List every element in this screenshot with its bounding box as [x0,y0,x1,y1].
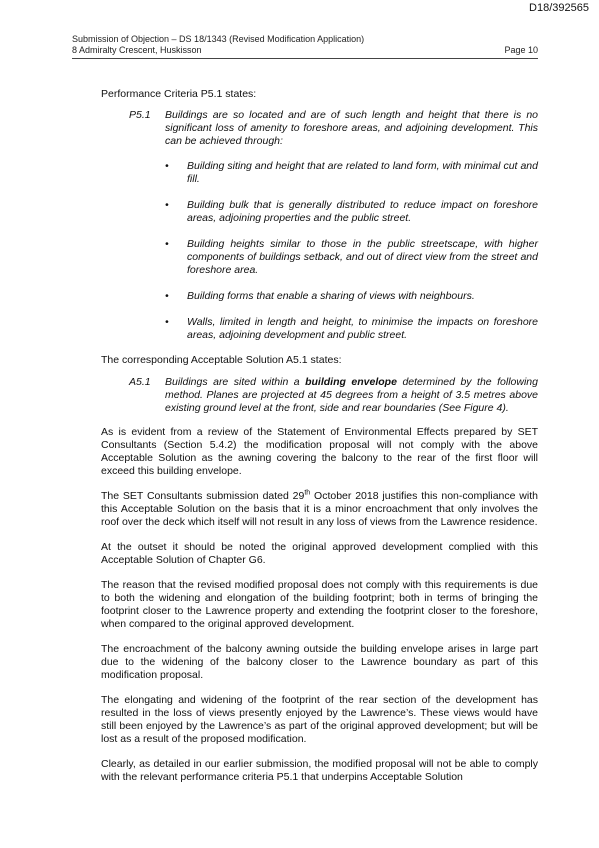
intro-p51: Performance Criteria P5.1 states: [101,88,257,100]
bullet-icon: • [165,290,169,302]
header-address: 8 Admiralty Crescent, Huskisson [72,45,202,55]
page-body [101,88,538,784]
paragraph: The elongating and widening of the footprint of the rear section of the development has resulted in the loss of views presently enjoyed by the Lawrence’s. These views would have still been enjoyed by the Lawrence’s as part of the original approved development; but will be lost as a result of the proposed modification. [101,694,538,745]
bullet-icon: • [165,199,169,211]
page-number: Page 10 [504,45,538,55]
paragraph: As is evident from a review of the Statement of Environmental Effects prepared by SET Consultants (Section 5.4.2) the modification proposal will not comply with the above Acceptable Solution as the awning covering the balcony to the rear of the first floor will exceed this building envelope. [101,426,538,477]
solution-text: Buildings are sited within a building envelope determined by the following method. Planes are projected at 45 degrees from a height of 3.5 metres above existing ground level at the front, side and rear boundaries (See Figure 4). [165,376,538,414]
page-header [72,34,538,56]
paragraph: Clearly, as detailed in our earlier submission, the modified proposal will not be able to comply with the relevant performance criteria P5.1 that underpins Acceptable Solution [101,758,538,783]
list-item: • Building heights similar to those in the public streetscape, with higher components of buildings setback, and out of direct view from the street and foreshore area. [165,238,538,276]
header-title: Submission of Objection – DS 18/1343 (Revised Modification Application) [72,34,365,44]
paragraph: The encroachment of the balcony awning outside the building envelope arises in large part due to the widening of the balcony closer to the Lawrence boundary as part of this modification proposal. [101,643,538,681]
bullet-icon: • [165,160,169,172]
bullet-icon: • [165,316,169,328]
list-item: • Building siting and height that are related to land form, with minimal cut and fill. [165,160,538,185]
list-item: • Walls, limited in length and height, to minimise the impacts on foreshore areas, adjoining development and public street. [165,316,538,341]
solution-a51 [129,376,538,415]
paragraph: The SET Consultants submission dated 29th October 2018 justifies this non-compliance with this Acceptable Solution on the basis that it is a minor encroachment that only involves the roof over the deck which itself will not result in any loss of views from the Lawrence residence. [101,489,538,528]
list-item: • Building forms that enable a sharing of views with neighbours. [165,290,475,302]
criteria-p51 [129,109,538,354]
bullet-icon: • [165,238,169,250]
paragraph: The reason that the revised modified proposal does not comply with this requirements is due to both the widening and elongation of the building footprint; both in terms of bringing the footprint closer to the Lawrence property and extending the footprint closer to the foreshore, when compared to the original approved development. [101,579,538,630]
building-envelope-term: building envelope [305,376,397,388]
criteria-text: Buildings are so located and are of such length and height that there is no significant loss of amenity to foreshore areas, and adjoining development. This can be achieved through: [165,109,538,147]
header-divider [72,58,538,59]
solution-number: A5.1 [129,376,151,388]
paragraph: At the outset it should be noted the original approved development complied with this Acceptable Solution of Chapter G6. [101,541,538,566]
list-item: • Building bulk that is generally distributed to reduce impact on foreshore areas, adjoining properties and the public street. [165,199,538,224]
document-id: D18/392565 [529,2,589,14]
criteria-bullets [165,160,538,342]
criteria-number: P5.1 [129,109,151,121]
intro-a51: The corresponding Acceptable Solution A5.1 states: [101,354,342,366]
